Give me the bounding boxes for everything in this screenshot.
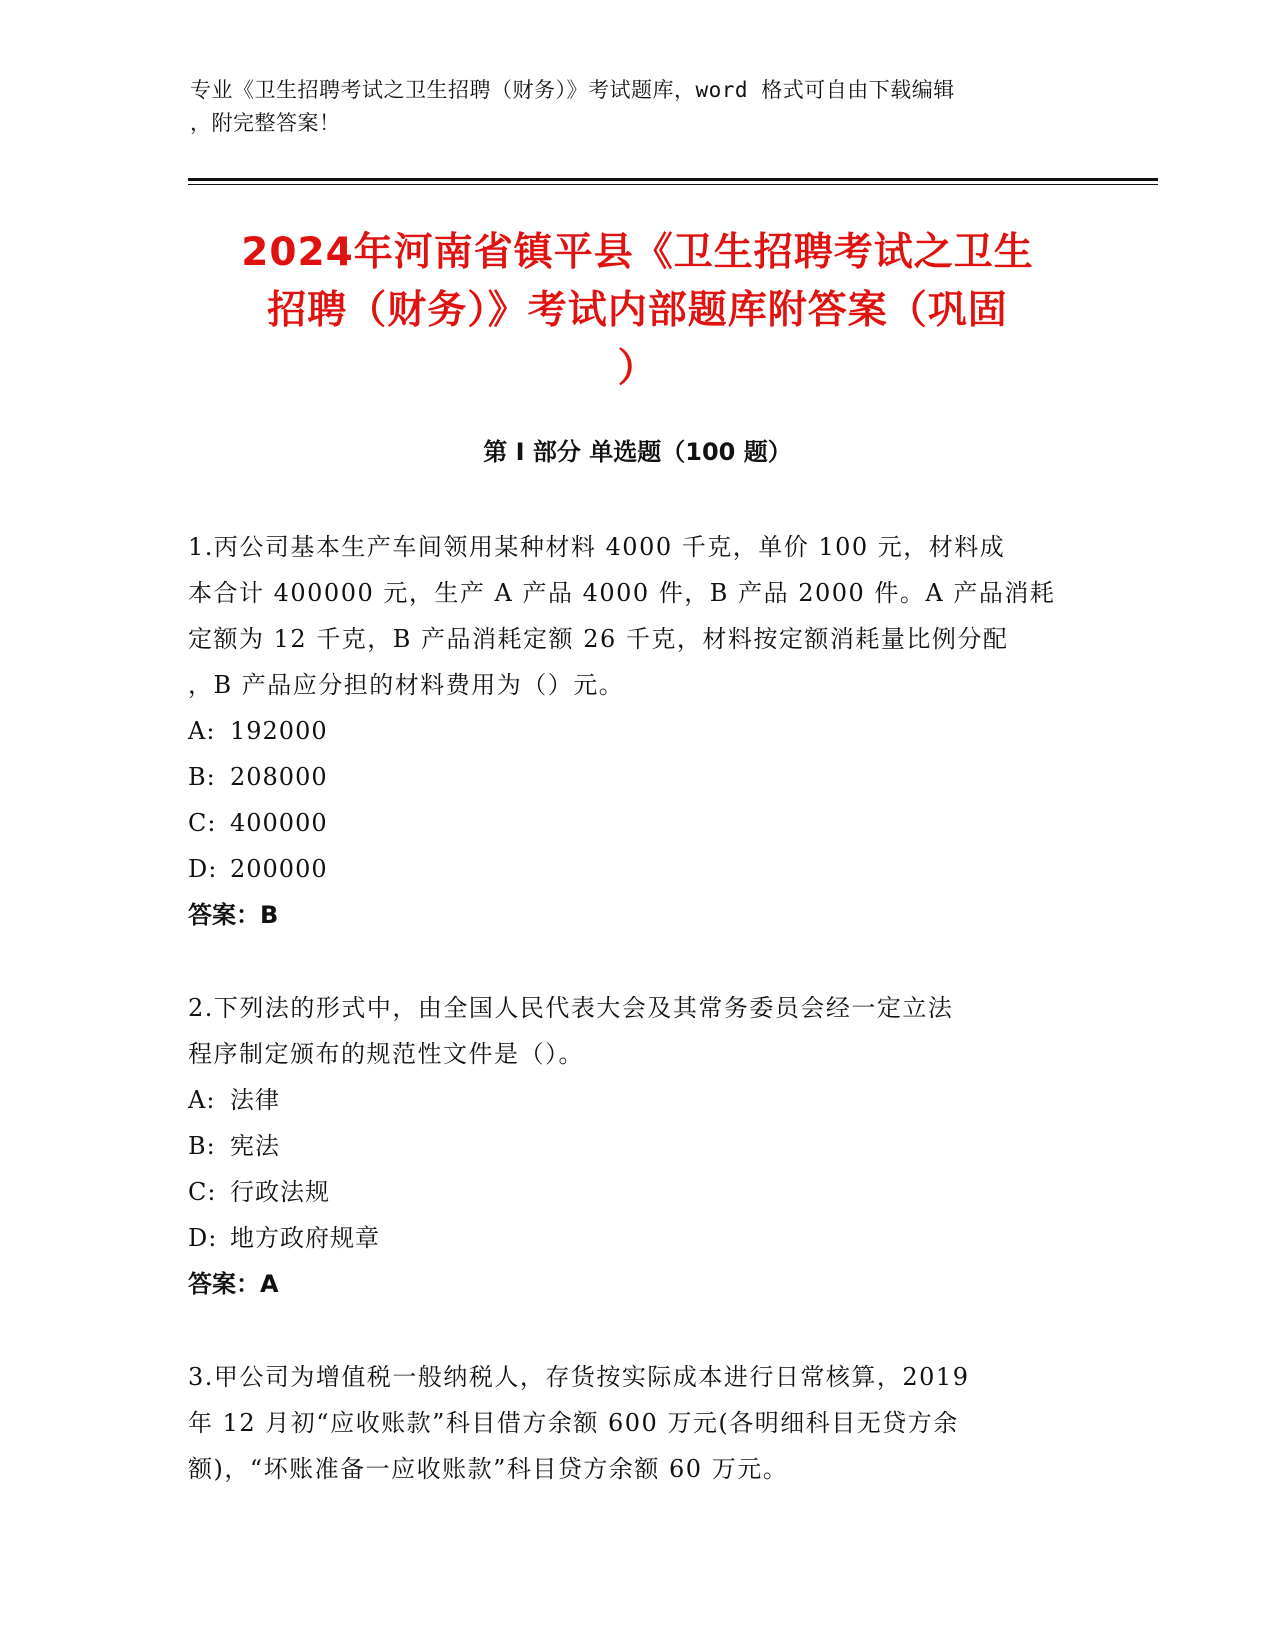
document-title <box>160 224 1115 398</box>
question-stem-line: 3.甲公司为增值税一般纳税人，存货按实际成本进行日常核算，2019 <box>188 1363 970 1391</box>
option-label: A: <box>188 717 216 745</box>
question-stem-line: ，B 产品应分担的材料费用为（）元。 <box>188 671 625 699</box>
answer-line: 答案：A <box>188 1270 279 1298</box>
option-a <box>188 708 1088 754</box>
option-b <box>188 754 1088 800</box>
question-stem-line: 程序制定颁布的规范性文件是（）。 <box>188 1040 584 1068</box>
option-a <box>188 1077 1088 1123</box>
option-label: D: <box>188 1224 218 1252</box>
option-text: 地方政府规章 <box>230 1224 380 1252</box>
question-stem-line: 本合计 400000 元，生产 A 产品 4000 件，B 产品 2000 件。A 产品消耗 <box>188 579 1056 607</box>
question-1 <box>188 524 1088 938</box>
question-stem-line: 额)，“坏账准备一应收账款”科目贷方余额 60 万元。 <box>188 1455 789 1483</box>
question-stem-line: 定额为 12 千克，B 产品消耗定额 26 千克，材料按定额消耗量比例分配 <box>188 625 1009 653</box>
option-text: 200000 <box>230 855 328 883</box>
title-line-3: ） <box>617 346 658 391</box>
title-line-2: 招聘（财务）》考试内部题库附答案（巩固 <box>267 288 1008 333</box>
option-d <box>188 1215 1088 1261</box>
header-note <box>190 74 1070 140</box>
header-divider-thin <box>188 184 1158 185</box>
header-note-line-2: ，附完整答案！ <box>190 111 341 135</box>
option-label: B: <box>188 763 216 791</box>
question-2 <box>188 985 1088 1307</box>
question-stem-line: 2.下列法的形式中，由全国人民代表大会及其常务委员会经一定立法 <box>188 994 954 1022</box>
option-label: C: <box>188 809 217 837</box>
option-c <box>188 800 1088 846</box>
title-line-1: 2024年河南省镇平县《卫生招聘考试之卫生 <box>241 230 1034 275</box>
option-text: 192000 <box>230 717 328 745</box>
option-text: 行政法规 <box>230 1178 330 1206</box>
option-text: 400000 <box>230 809 328 837</box>
option-label: B: <box>188 1132 216 1160</box>
section-heading: 第 I 部分 单选题（100 题） <box>483 438 792 466</box>
header-note-line-1: 专业《卫生招聘考试之卫生招聘（财务）》考试题库，word 格式可自由下载编辑 <box>190 78 955 102</box>
option-label: A: <box>188 1086 216 1114</box>
option-d <box>188 846 1088 892</box>
question-stem-line: 年 12 月初“应收账款”科目借方余额 600 万元(各明细科目无贷方余 <box>188 1409 959 1437</box>
question-list <box>188 524 1088 1539</box>
header-divider-thick <box>188 178 1158 181</box>
option-text: 法律 <box>230 1086 280 1114</box>
question-stem-line: 1.丙公司基本生产车间领用某种材料 4000 千克，单价 100 元，材料成 <box>188 533 1006 561</box>
option-b <box>188 1123 1088 1169</box>
option-label: D: <box>188 855 218 883</box>
question-3 <box>188 1354 1088 1492</box>
option-text: 208000 <box>230 763 328 791</box>
option-label: C: <box>188 1178 217 1206</box>
option-c <box>188 1169 1088 1215</box>
answer-line: 答案：B <box>188 901 279 929</box>
option-text: 宪法 <box>230 1132 280 1160</box>
